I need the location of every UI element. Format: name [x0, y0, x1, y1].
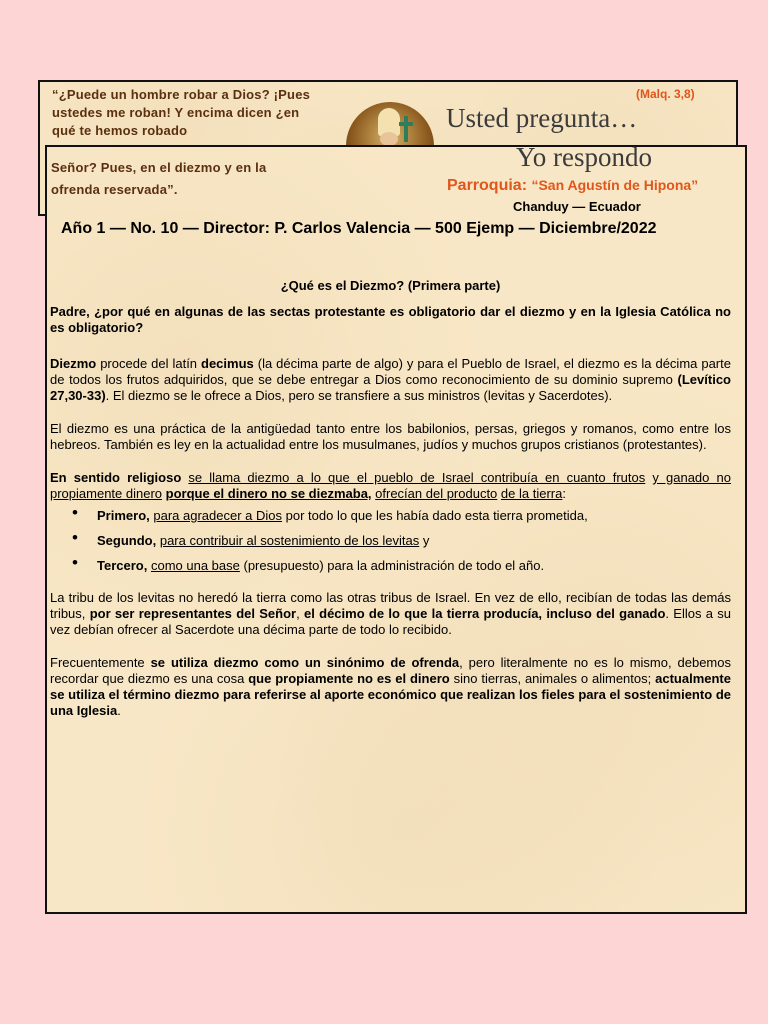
paragraph-2: El diezmo es una práctica de la antigüedad tanto entre los babilonios, persas, griegos y romanos, como entre los hebreos. También es ley en la actualidad entre los musulmanes, judíos y muchos grupos cristianos (protestantes). [50, 421, 731, 452]
paragraph-1: Diezmo procede del latín decimus (la décima parte de algo) y para el Pueblo de Israel, el diezmo es la décima parte de todos los frutos adquiridos, que se debe entregar a Dios como reconocimiento de su dominio supremo (Levítico 27,30-33). El diezmo se le ofrece a Dios, pero se transfiere a sus ministros (levitas y Sacerdotes). [50, 356, 731, 403]
reader-question: Padre, ¿por qué en algunas de las sectas protestante es obligatorio dar el diezmo y en la Iglesia Católica no es obligatorio? [50, 304, 731, 335]
list-item: • Segundo, para contribuir al sostenimiento de los levitas y [72, 528, 430, 548]
paragraph-4: La tribu de los levitas no heredó la tierra como las otras tribus de Israel. En vez de ello, recibían de todas las demás tribus, por ser representantes del Señor, el décimo de lo que la tierra producía, incluso del ganado. Ellos a su vez debían ofrecer al Sacerdote una décima parte de todo lo recibido. [50, 590, 731, 637]
bullet-icon: • [72, 528, 78, 547]
paragraph-5: Frecuentemente se utiliza diezmo como un sinónimo de ofrenda, pero literalmente no es lo mismo, debemos recordar que diezmo es una cosa que propiamente no es el dinero sino tierras, animales o alimentos; actualmente se utiliza el término diezmo para referirse al aporte económico que realizan los fieles para el sostenimiento de una Iglesia. [50, 655, 731, 718]
parish-title: “San Agustín de Hipona” [531, 177, 699, 193]
list-item: • Tercero, como una base (presupuesto) para la administración de todo el año. [72, 553, 545, 573]
parish-name [447, 177, 698, 195]
list-item: • Primero, para agradecer a Dios por todo lo que les había dado esta tierra prometida, [72, 503, 588, 523]
article-title: ¿Qué es el Diezmo? (Primera parte) [280, 278, 501, 293]
parish-location: Chanduy — Ecuador [513, 199, 641, 214]
reasons-list [50, 503, 731, 574]
parish-label: Parroquia: [447, 177, 528, 194]
quote-reference: (Malq. 3,8) [636, 87, 695, 101]
bullet-icon: • [72, 553, 78, 572]
paragraph-3: En sentido religioso se llama diezmo a lo que el pueblo de Israel contribuía en cuanto frutos y ganado no propiamente dinero porque el dinero no se diezmaba, ofrecían del producto de la tierra: [50, 470, 731, 501]
bible-quote-top: “¿Puede un hombre robar a Dios? ¡Pues ustedes me roban! Y encima dicen ¿en qué te hemos robado [52, 87, 311, 138]
bullet-icon: • [72, 503, 78, 522]
saint-portrait [346, 102, 434, 148]
masthead-title-line2: Yo respondo [516, 142, 653, 172]
masthead-title-line1: Usted pregunta… [446, 103, 638, 133]
bible-quote-bottom: Señor? Pues, en el diezmo y en la ofrenda reservada”. [51, 160, 267, 197]
issue-info: Año 1 — No. 10 — Director: P. Carlos Valencia — 500 Ejemp — Diciembre/2022 [61, 220, 657, 237]
article-body [50, 278, 731, 736]
saint-icon [346, 102, 434, 148]
